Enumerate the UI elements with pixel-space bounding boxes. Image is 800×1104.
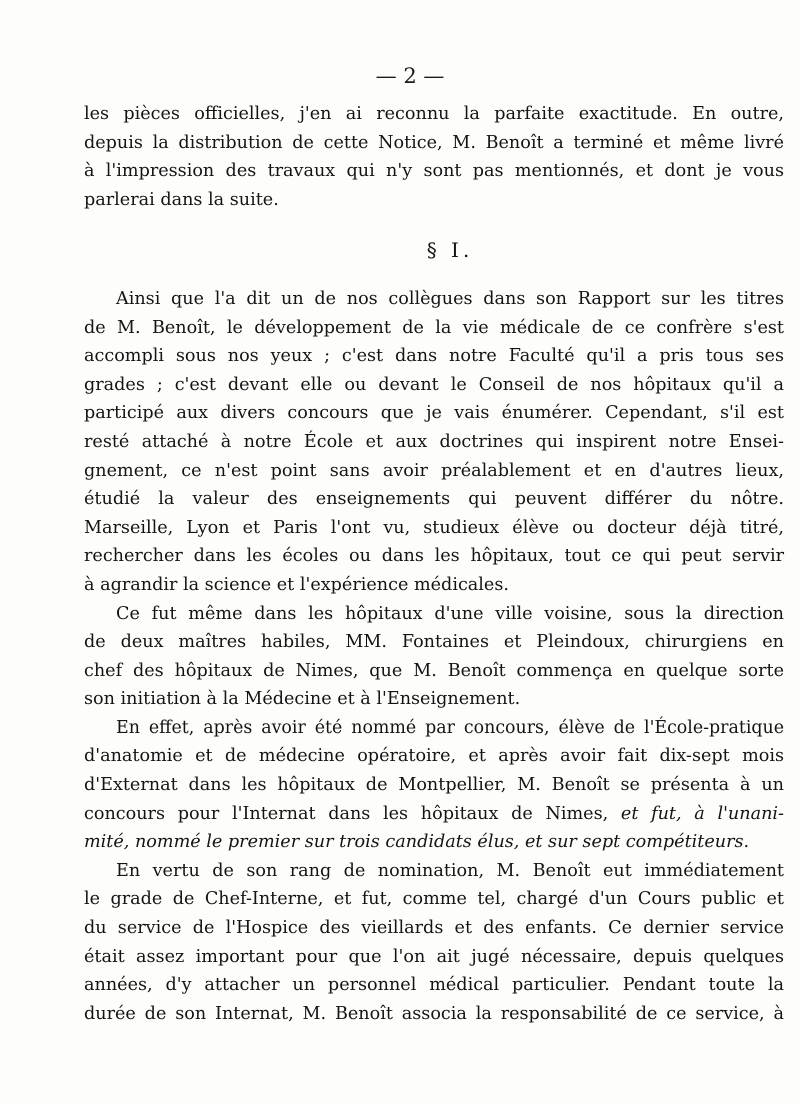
page-number: — 2 —	[375, 64, 445, 88]
text-line: En effet, après avoir été nommé par concours, élève de l'École-pratique	[116, 717, 784, 738]
text-line: le grade de Chef-Interne, et fut, comme tel, chargé d'un Cours public et	[84, 889, 784, 910]
text-line: chef des hôpitaux de Nimes, que M. Benoît commença en quelque sorte	[84, 660, 784, 681]
text-line	[84, 828, 784, 857]
text-line: En vertu de son rang de nomination, M. Benoît eut immédiatement	[116, 860, 784, 881]
text-line: resté attaché à notre École et aux doctrines qui inspirent notre Ensei-	[84, 431, 784, 452]
text-line	[84, 800, 784, 829]
text-line: accompli sous nos yeux ; c'est dans notre Faculté qu'il a pris tous ses	[84, 346, 784, 367]
text-line: Ce fut même dans les hôpitaux d'une ville voisine, sous la direction	[116, 603, 784, 624]
text-line: à l'impression des travaux qui n'y sont pas mentionnés, et dont je vous	[84, 161, 784, 182]
text-segment: concours pour l'Internat dans les hôpitaux de Nimes,	[84, 803, 621, 824]
text-line: étudié la valeur des enseignements qui peuvent différer du nôtre.	[84, 489, 784, 510]
paragraph	[84, 714, 784, 857]
text-line: années, d'y attacher un personnel médical particulier. Pendant toute la	[84, 975, 784, 996]
italic-text: mité, nommé le premier sur trois candidats élus, et sur sept compétiteurs.	[84, 832, 750, 853]
paragraph	[84, 285, 784, 600]
text-line: depuis la distribution de cette Notice, M. Benoît a terminé et même livré	[84, 132, 784, 153]
paragraph	[84, 600, 784, 714]
section-heading: § I.	[426, 238, 474, 263]
text-line: Marseille, Lyon et Paris l'ont vu, studieux élève ou docteur déjà titré,	[84, 517, 784, 538]
text-line: du service de l'Hospice des vieillards et des enfants. Ce dernier service	[84, 918, 784, 939]
text-line: grades ; c'est devant elle ou devant le Conseil de nos hôpitaux qu'il a	[84, 374, 784, 395]
text-line: de M. Benoît, le développement de la vie médicale de ce confrère s'est	[84, 317, 784, 338]
text-line: d'anatomie et de médecine opératoire, et après avoir fait dix-sept mois	[84, 746, 784, 767]
italic-text: et fut, à l'unani-	[620, 803, 784, 824]
text-line: d'Externat dans les hôpitaux de Montpellier, M. Benoît se présenta à un	[84, 775, 784, 796]
paragraph-continuation	[84, 100, 784, 214]
text-line: parlerai dans la suite.	[84, 189, 279, 210]
text-line: les pièces officielles, j'en ai reconnu la parfaite exactitude. En outre,	[84, 104, 784, 124]
text-line: son initiation à la Médecine et à l'Enseignement.	[84, 689, 521, 710]
text-line: était assez important pour que l'on ait jugé nécessaire, depuis quelques	[84, 946, 784, 967]
text-line: Ainsi que l'a dit un de nos collègues dans son Rapport sur les titres	[116, 288, 784, 309]
paragraph	[84, 857, 784, 1029]
text-line: durée de son Internat, M. Benoît associa la responsabilité de ce service, à	[84, 1003, 784, 1024]
text-line: participé aux divers concours que je vais énumérer. Cependant, s'il est	[84, 403, 784, 424]
text-line: à agrandir la science et l'expérience médicales.	[84, 574, 509, 595]
text-line: de deux maîtres habiles, MM. Fontaines et Pleindoux, chirurgiens en	[84, 632, 784, 653]
text-line: gnement, ce n'est point sans avoir préalablement et en d'autres lieux,	[84, 460, 784, 481]
text-line: rechercher dans les écoles ou dans les hôpitaux, tout ce qui peut servir	[84, 546, 784, 567]
body-text	[84, 100, 784, 1028]
